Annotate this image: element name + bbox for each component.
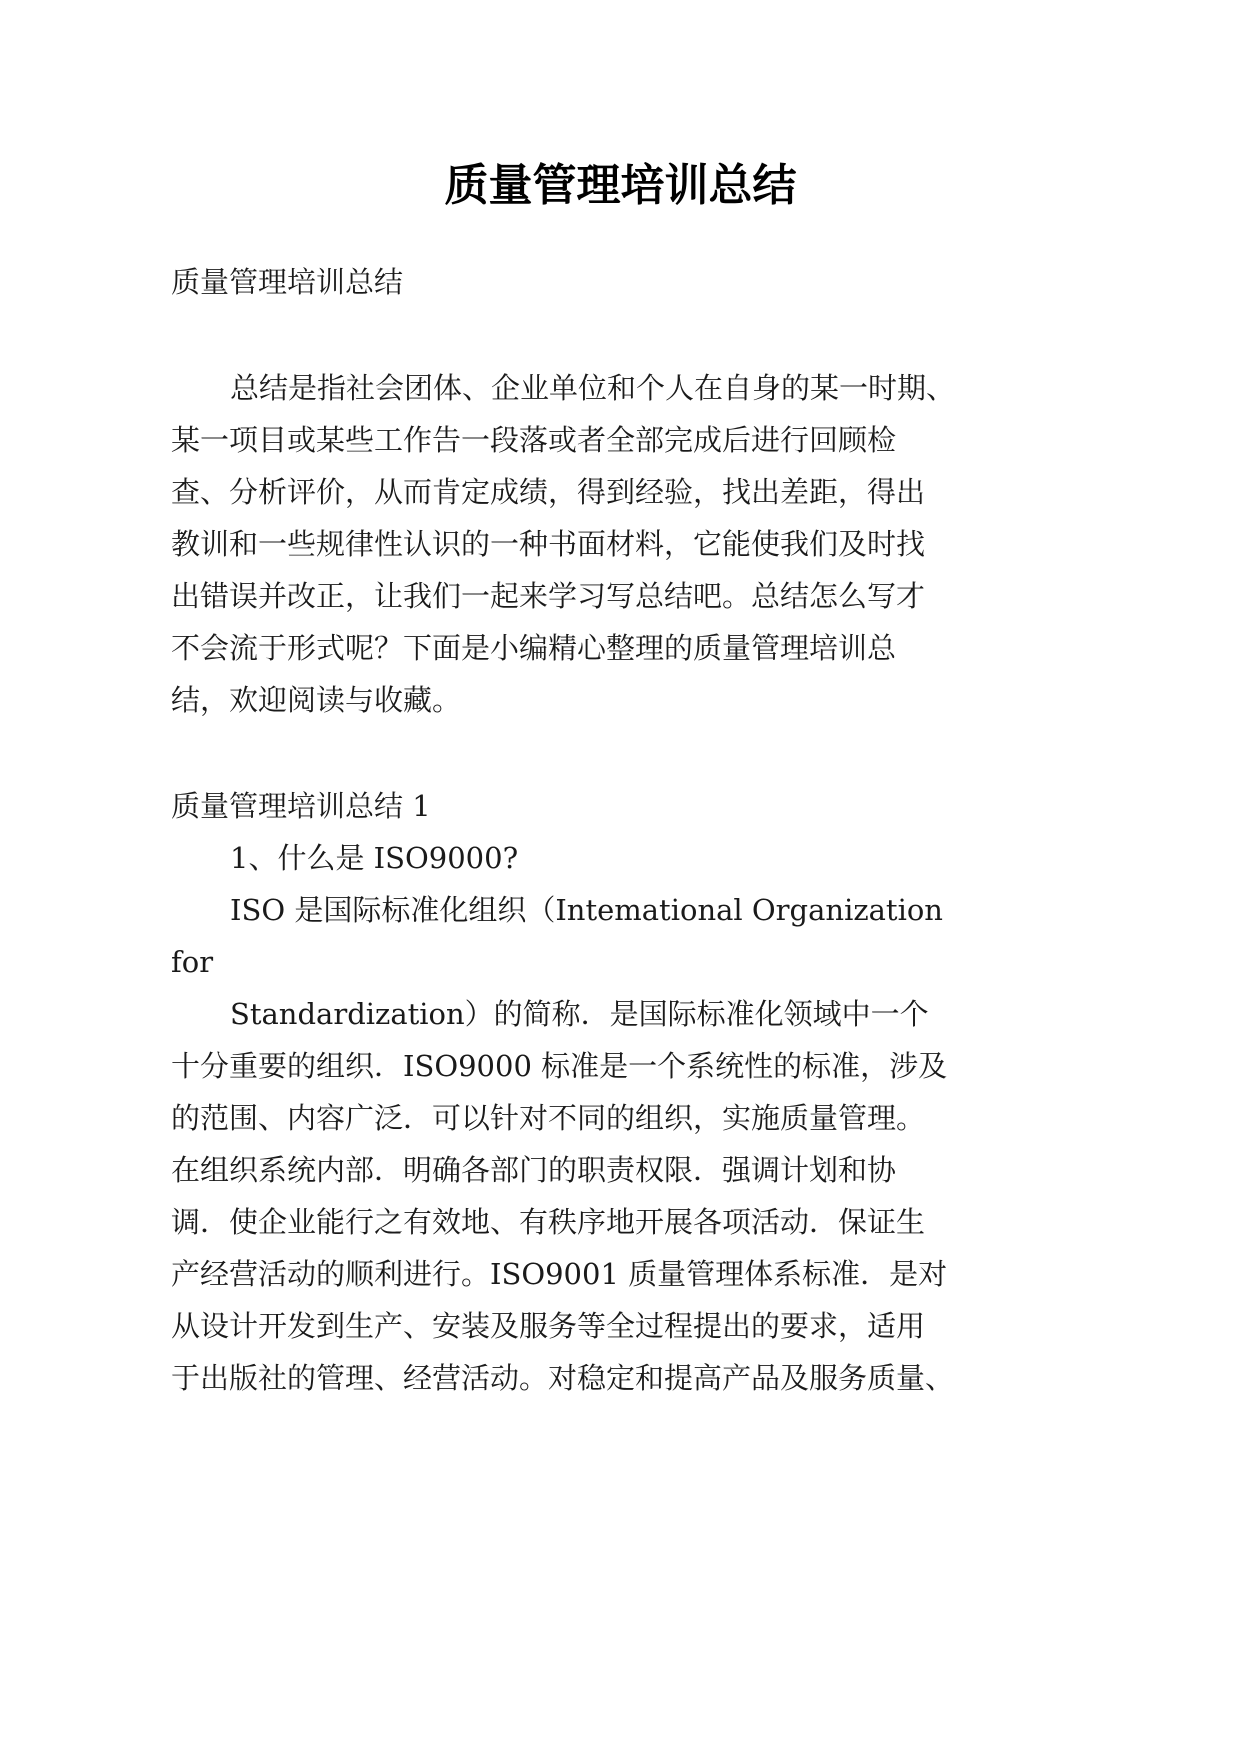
intro-line: 教训和一些规律性认识的一种书面材料，它能使我们及时找	[171, 527, 926, 561]
body-line: 十分重要的组织．ISO9000 标准是一个系统性的标准，涉及	[171, 1049, 948, 1083]
body-line: 从设计开发到生产、安装及服务等全过程提出的要求，适用	[171, 1309, 926, 1343]
question-heading: 1、什么是 ISO9000?	[230, 841, 519, 875]
intro-line: 出错误并改正，让我们一起来学习写总结吧。总结怎么写才	[171, 579, 926, 613]
body-line: 调．使企业能行之有效地、有秩序地开展各项活动．保证生	[171, 1205, 926, 1239]
body-line: 产经营活动的顺利进行。ISO9001 质量管理体系标准．是对	[171, 1257, 948, 1291]
section-heading: 质量管理培训总结 1	[171, 789, 431, 823]
intro-line: 总结是指社会团体、企业单位和个人在自身的某一时期、	[230, 371, 956, 405]
body-line: ISO 是国际标准化组织（Intemational Organization	[230, 893, 943, 927]
intro-line: 结，欢迎阅读与收藏。	[171, 683, 462, 717]
subtitle-line: 质量管理培训总结	[171, 265, 404, 299]
body-line: 在组织系统内部．明确各部门的职责权限．强调计划和协	[171, 1153, 897, 1187]
intro-line: 某一项目或某些工作告一段落或者全部完成后进行回顾检	[171, 423, 897, 457]
intro-line: 不会流于形式呢？下面是小编精心整理的质量管理培训总	[171, 631, 897, 665]
body-line: for	[171, 945, 214, 979]
document-title: 质量管理培训总结	[444, 160, 797, 211]
body-line: 于出版社的管理、经营活动。对稳定和提高产品及服务质量、	[171, 1361, 955, 1395]
body-line: Standardization）的简称．是国际标准化领域中一个	[230, 997, 929, 1031]
body-line: 的范围、内容广泛．可以针对不同的组织，实施质量管理。	[171, 1101, 926, 1135]
intro-line: 查、分析评价，从而肯定成绩，得到经验，找出差距，得出	[171, 475, 926, 509]
